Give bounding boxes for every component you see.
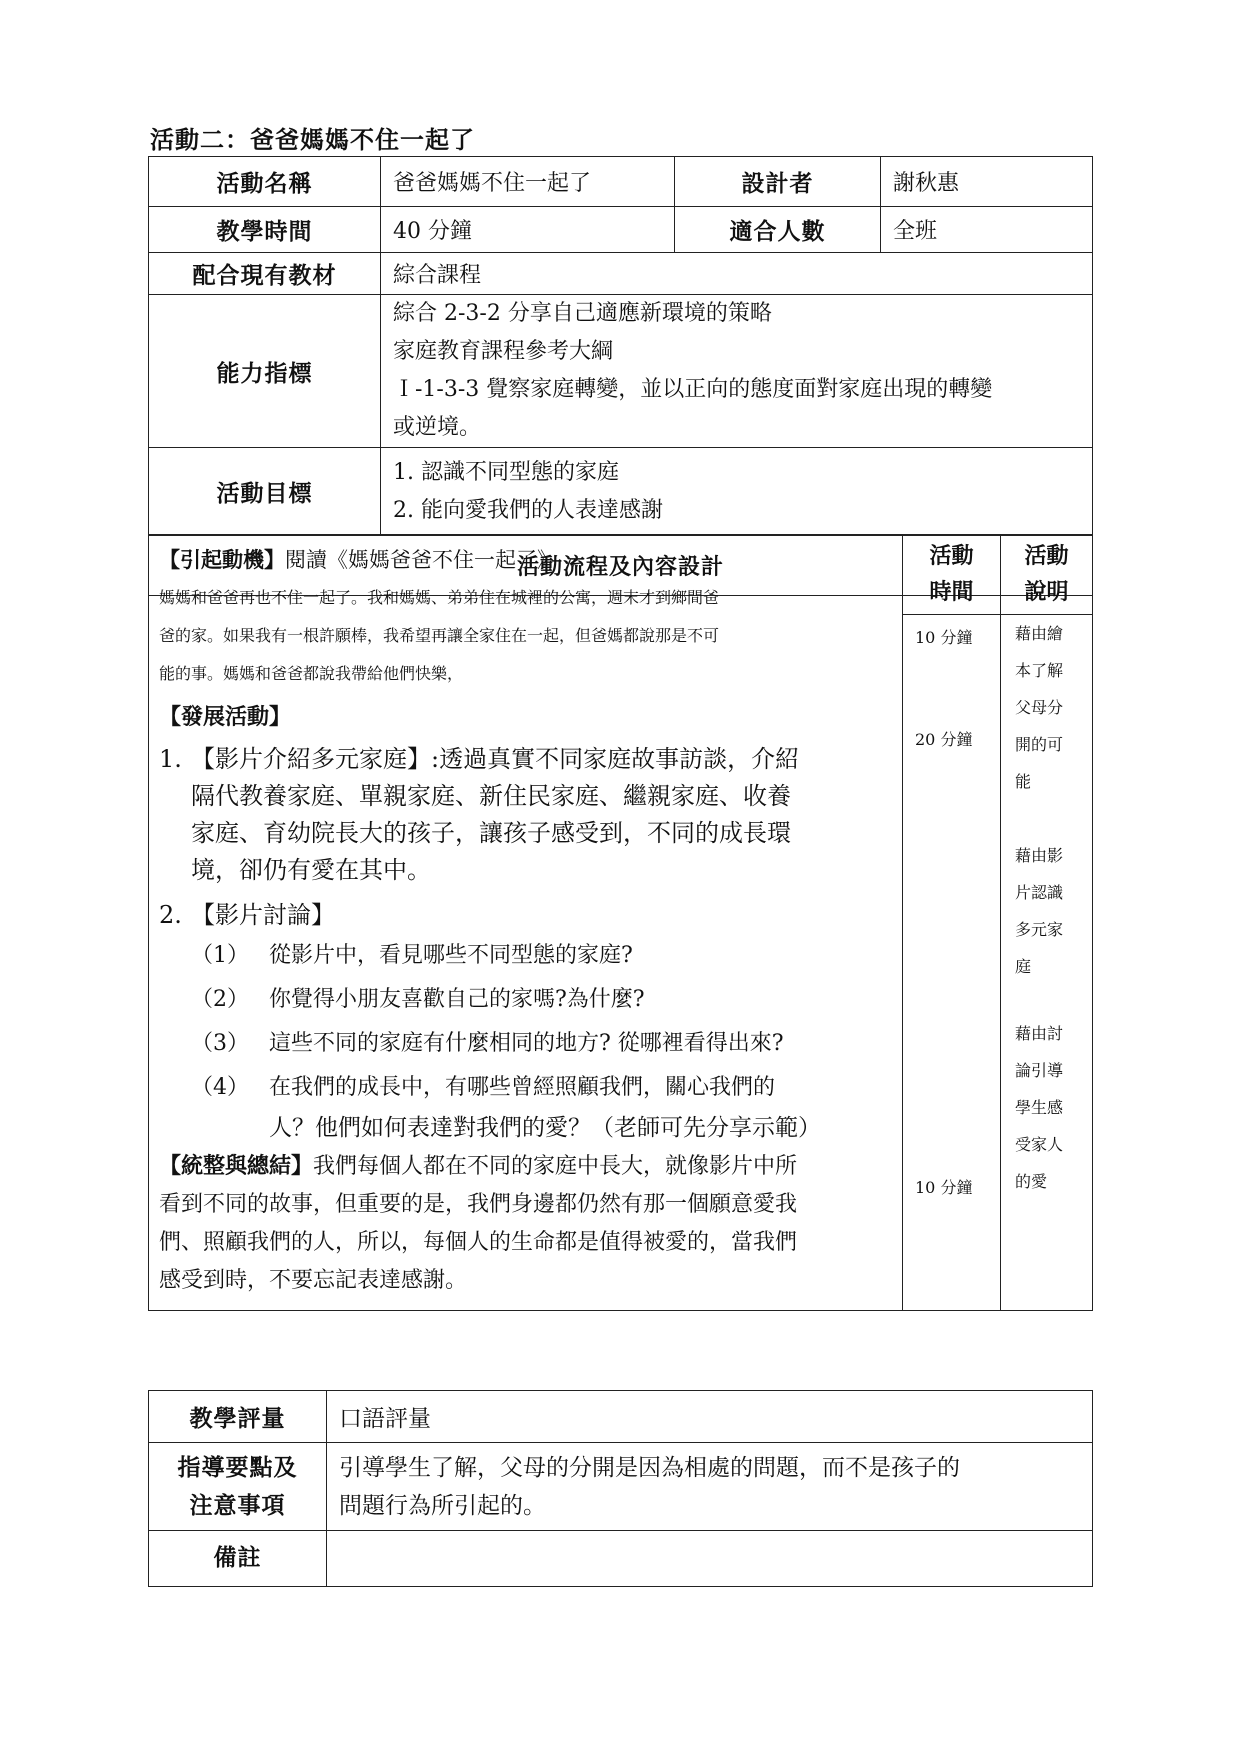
item-1-line: 【影片介紹多元家庭】:透過真實不同家庭故事訪談，介紹 <box>191 745 800 773</box>
ability-label: 能力指標 <box>149 295 381 448</box>
question <box>159 1066 892 1110</box>
question-number: （3） <box>191 1031 249 1056</box>
guide-line: 問題行為所引起的。 <box>339 1492 546 1519</box>
story-line: 媽媽和爸爸再也不住一起了。我和媽媽、弟弟住在城裡的公寓，週末才到鄉間爸 <box>159 588 720 607</box>
material-value: 綜合課程 <box>381 253 1093 295</box>
remark-label: 備註 <box>149 1531 327 1587</box>
time-value: 10 分鐘 <box>915 1178 973 1197</box>
flow-table <box>148 534 1093 1311</box>
desc-line: 片認識 <box>1015 883 1064 902</box>
desc-block <box>1015 615 1063 800</box>
item-1 <box>159 741 892 889</box>
assess-value: 口語評量 <box>327 1391 1093 1443</box>
desc-line: 論引導 <box>1015 1061 1064 1080</box>
item-1-text <box>191 741 799 889</box>
question-text: 在我們的成長中，有哪些曾經照顧我們，關心我們的 <box>269 1075 776 1100</box>
people-label: 適合人數 <box>675 207 881 253</box>
guide-value <box>327 1443 1093 1531</box>
goal-label: 活動目標 <box>149 448 381 536</box>
guide-line: 引導學生了解，父母的分開是因為相處的問題，而不是孩子的 <box>339 1454 960 1481</box>
time-value: 40 分鐘 <box>381 207 675 253</box>
story-line: 能的事。媽媽和爸爸都說我帶給他們快樂， <box>159 664 464 683</box>
activity-name-value: 爸爸媽媽不住一起了 <box>381 157 675 207</box>
item-1-line: 家庭、育幼院長大的孩子，讓孩子感受到，不同的成長環 <box>191 819 791 847</box>
desc-line: 多元家 <box>1015 920 1064 939</box>
motivation-heading <box>159 541 892 579</box>
time-label: 教學時間 <box>149 207 381 253</box>
assess-label: 教學評量 <box>149 1391 327 1443</box>
question-number: （4） <box>191 1075 249 1100</box>
guide-label-line: 注意事項 <box>189 1492 286 1519</box>
desc-line: 藉由影 <box>1015 846 1064 865</box>
desc-line: 的愛 <box>1015 1172 1048 1191</box>
question-text: 這些不同的家庭有什麼相同的地方? 從哪裡看得出來? <box>269 1031 784 1056</box>
desc-column <box>1001 615 1093 1311</box>
ability-value <box>381 295 1093 448</box>
item-2-number: 2. <box>159 901 182 929</box>
desc-block <box>1015 837 1063 985</box>
page-title: 活動二：爸爸媽媽不住一起了 <box>150 126 475 154</box>
time-value: 10 分鐘 <box>915 628 973 647</box>
time-header-line: 活動 <box>929 543 974 569</box>
desc-line: 藉由繪 <box>1015 624 1064 643</box>
summary <box>159 1148 892 1186</box>
question <box>159 934 892 978</box>
desc-line: 開的可 <box>1015 735 1064 754</box>
info-table <box>148 156 1093 596</box>
item-1-line: 隔代教養家庭、單親家庭、新住民家庭、繼親家庭、收養 <box>191 782 791 810</box>
item-1-number: 1. <box>159 745 182 773</box>
remark-value <box>327 1531 1093 1587</box>
goal-item: 2. 能向愛我們的人表達感謝 <box>393 497 663 523</box>
desc-line: 藉由討 <box>1015 1024 1064 1043</box>
flow-content <box>149 535 903 1311</box>
question-number: （1） <box>191 943 249 968</box>
desc-line: 父母分 <box>1015 698 1064 717</box>
time-column <box>903 615 1001 1311</box>
develop-heading: 【發展活動】 <box>159 705 292 730</box>
summary-line: 感受到時，不要忘記表達感謝。 <box>159 1268 468 1293</box>
desc-line: 學生感 <box>1015 1098 1064 1117</box>
item-1-line: 境，卻仍有愛在其中。 <box>191 856 431 884</box>
desc-header-line: 活動 <box>1024 543 1069 569</box>
ability-line: Ｉ-1-3-3 覺察家庭轉變，並以正向的態度面對家庭出現的轉變 <box>393 377 993 402</box>
desc-line: 受家人 <box>1015 1135 1064 1154</box>
question-4-continued: 人？他們如何表達對我們的愛？（老師可先分享示範） <box>269 1115 821 1141</box>
ability-line: 家庭教育課程參考大綱 <box>393 339 614 364</box>
people-value: 全班 <box>881 207 1093 253</box>
material-label: 配合現有教材 <box>149 253 381 295</box>
story-line: 爸的家。如果我有一根許願棒，我希望再讓全家住在一起，但爸媽都說那是不可 <box>159 626 720 645</box>
question-text: 從影片中，看見哪些不同型態的家庭? <box>269 943 633 968</box>
summary-line: 我們每個人都在不同的家庭中長大，就像影片中所 <box>313 1154 798 1179</box>
question <box>159 1022 892 1066</box>
goal-value <box>381 448 1093 536</box>
time-header-line: 時間 <box>929 579 974 605</box>
time-column-header <box>903 535 1001 615</box>
desc-line: 庭 <box>1015 957 1032 976</box>
ability-line: 綜合 2-3-2 分享自己適應新環境的策略 <box>393 301 772 326</box>
designer-label: 設計者 <box>675 157 881 207</box>
activity-name-label: 活動名稱 <box>149 157 381 207</box>
question-number: （2） <box>191 987 249 1012</box>
summary-tag: 【統整與總結】 <box>159 1154 314 1179</box>
time-value: 20 分鐘 <box>915 730 973 749</box>
motivation-title: 閱讀《媽媽爸爸不住一起了》 <box>285 548 558 572</box>
desc-block <box>1015 1015 1063 1200</box>
question-text: 你覺得小朋友喜歡自己的家嗎?為什麼? <box>269 987 645 1012</box>
desc-line: 本了解 <box>1015 661 1064 680</box>
flow-title: 活動流程及內容設計 <box>149 536 1093 596</box>
item-2 <box>159 897 892 934</box>
goal-item: 1. 認識不同型態的家庭 <box>393 459 619 485</box>
footer-table <box>148 1390 1093 1587</box>
guide-label <box>149 1443 327 1531</box>
desc-header-line: 說明 <box>1024 579 1069 605</box>
ability-line: 或逆境。 <box>393 415 482 440</box>
desc-column-header <box>1001 535 1093 615</box>
summary-line: 看到不同的故事，但重要的是，我們身邊都仍然有那一個願意愛我 <box>159 1192 798 1217</box>
desc-line: 能 <box>1015 772 1032 791</box>
guide-label-line: 指導要點及 <box>177 1454 298 1481</box>
designer-value: 謝秋惠 <box>881 157 1093 207</box>
summary-line: 們、照顧我們的人，所以，每個人的生命都是值得被愛的，當我們 <box>159 1230 798 1255</box>
question <box>159 978 892 1022</box>
item-2-title: 【影片討論】 <box>191 901 335 929</box>
motivation-tag: 【引起動機】 <box>159 548 285 572</box>
